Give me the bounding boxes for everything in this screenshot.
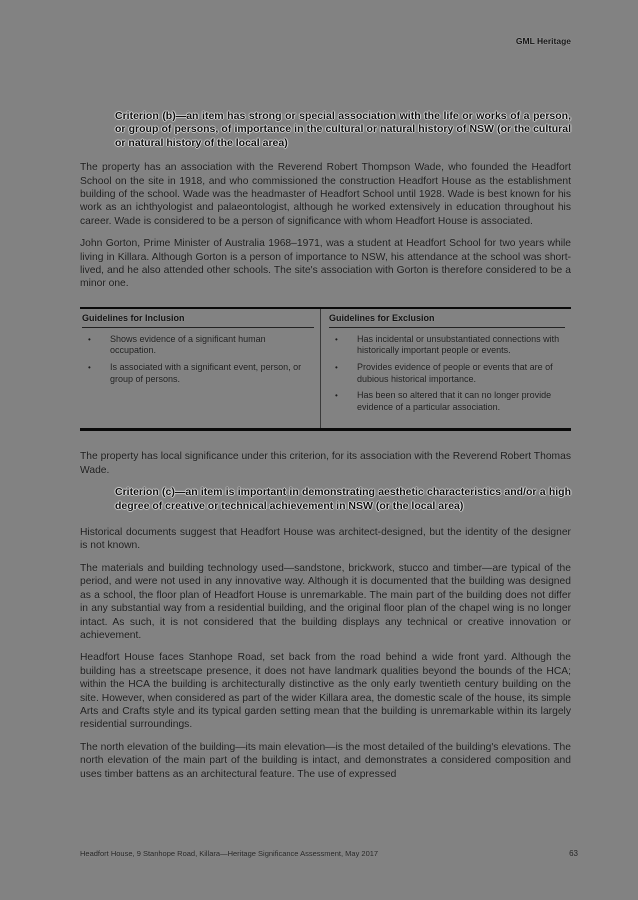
paragraph-wade-association: The property has an association with the Reverend Robert Thompson Wade, who founded the Headfort School on the site in 1918, and who commissioned the construction Headfort House as the establishment building of the school. Wade was the headmaster of Headfort School until 1928. Wade is best known for his work as an ichthyologist and palaeontologist, although he worked extensively in education throughout his career. Wade is considered to be a person of significance with whom Headfort House is associated. <box>80 162 571 227</box>
page-footer <box>80 849 578 858</box>
list-item-text: Has been so altered that it can no longer provide evidence of a particular association. <box>357 390 552 412</box>
inclusion-header: Guidelines for Inclusion <box>82 309 314 328</box>
paragraph-north-elevation: The north elevation of the building—its main elevation—is the most detailed of the building's elevations. The north elevation of the main part of the building is intact, and demonstrates a considered composition and uses timber battens as an architectural feature. The use of expressed <box>80 741 571 780</box>
paragraph-materials: The materials and building technology used—sandstone, brickwork, stucco and timber—are typical of the period, and were not used in any innovative way. Although it is documented that the building was designed as a school, the floor plan of Headfort House is unremarkable. The main part of the building does not differ in any substantial way from a residential building, and the original floor plan of the chapel wing is no longer intact. As such, it is not considered that the building displays any technical or creative innovation or achievement. <box>80 562 571 641</box>
list-item <box>329 334 565 357</box>
exclusion-header: Guidelines for Exclusion <box>329 309 565 328</box>
list-item-text: Has incidental or unsubstantiated connections with historically important people or events. <box>357 333 560 356</box>
page-body <box>80 110 571 781</box>
paragraph-criterion-b-statement: The property has local significance under this criterion, for its association with the Reverend Robert Thomas Wade. <box>80 451 571 476</box>
list-item <box>329 390 565 413</box>
criterion-c-heading: Criterion (c)—an item is important in demonstrating aesthetic characteristics and/or a high degree of creative or technical achievement in NSW (or the local area) <box>115 486 571 512</box>
criterion-b-heading: Criterion (b)—an item has strong or special association with the life or works of a person, or group of persons, of importance in the cultural or natural history of NSW (or the cultural or natural history of the local area) <box>115 110 571 149</box>
inclusion-items <box>82 328 314 385</box>
list-item-text: Provides evidence of people or events that are of dubious historical importance. <box>357 362 553 384</box>
guidelines-table <box>80 307 571 432</box>
bullet-icon: • <box>88 363 91 373</box>
list-item <box>82 362 314 385</box>
list-item-text: Shows evidence of a significant human occupation. <box>110 333 266 356</box>
brand-header: GML Heritage <box>515 36 571 46</box>
list-item <box>82 334 314 357</box>
guidelines-inclusion-column <box>80 309 320 429</box>
bullet-icon: • <box>335 334 338 344</box>
paragraph-streetscape: Headfort House faces Stanhope Road, set back from the road behind a wide front yard. Although the building has a streetscape presence, it does not have landmark qualities beyond the bounds of the HCA; within the HCA the building is architecturally distinctive as the only early twentieth century building on the site. However, when considered as part of the wider Killara area, the domestic scale of the house, its simple Arts and Crafts style and its typical garden setting mean that the building is unremarkable within its largely residential surroundings. <box>80 652 571 731</box>
page-number: 63 <box>569 849 578 858</box>
bullet-icon: • <box>335 391 338 401</box>
paragraph-architect: Historical documents suggest that Headfort House was architect-designed, but the identity of the designer is not known. <box>80 527 571 552</box>
list-item-text: Is associated with a significant event, person, or group of persons. <box>110 362 302 384</box>
bullet-icon: • <box>88 334 91 344</box>
paragraph-gorton: John Gorton, Prime Minister of Australia 1968–1971, was a student at Headfort School for two years while living in Killara. Although Gorton is a person of importance to NSW, his attendance at the school was short-lived, and he also attended other schools. The site's association with Gorton is therefore considered to be a minor one. <box>80 238 571 290</box>
exclusion-items <box>329 328 565 414</box>
footer-document-title: Headfort House, 9 Stanhope Road, Killara—Heritage Significance Assessment, May 2017 <box>80 849 379 858</box>
list-item <box>329 362 565 385</box>
guidelines-exclusion-column <box>320 309 571 429</box>
bullet-icon: • <box>335 363 338 373</box>
